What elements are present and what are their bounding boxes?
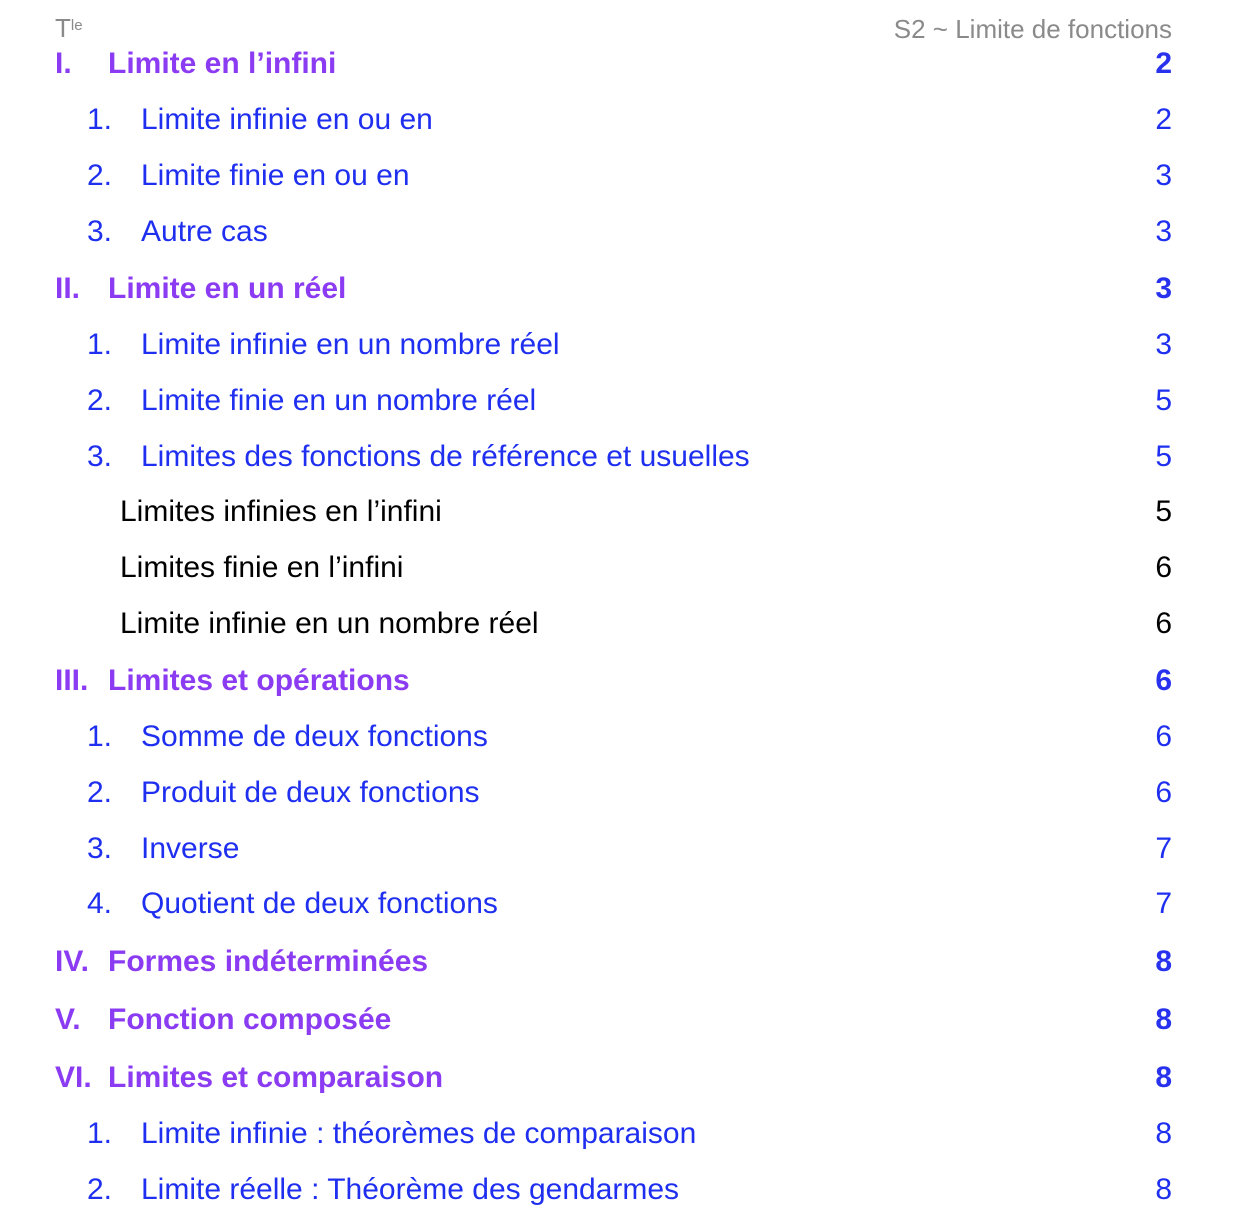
toc-page-number: 7 [1155, 832, 1172, 865]
toc-page-number: 3 [1155, 328, 1172, 361]
toc-row[interactable] [0, 269, 1248, 309]
toc-number: 3. [87, 832, 113, 865]
toc-page-number: 6 [1155, 776, 1172, 809]
toc-label: Limites et comparaison [108, 1061, 444, 1094]
toc-page-number: 3 [1155, 215, 1172, 248]
toc-page-number: 5 [1155, 384, 1172, 417]
toc-row[interactable] [0, 212, 1248, 252]
toc-number: 3. [87, 215, 113, 248]
header-class-level [55, 14, 83, 42]
toc-label: Limite finie en un nombre réel [141, 384, 537, 417]
toc-page-number: 8 [1155, 1061, 1172, 1094]
toc-number: 3. [87, 440, 113, 473]
toc-label: Limite infinie : théorèmes de comparaison [141, 1117, 697, 1150]
toc-page-number: 3 [1155, 272, 1172, 305]
toc-label: Produit de deux fonctions [141, 776, 480, 809]
header-class-superscript: le [70, 17, 83, 34]
toc-row[interactable] [0, 942, 1248, 982]
toc-number: 2. [87, 1173, 113, 1206]
toc-page-number: 7 [1155, 887, 1172, 920]
toc-page-number: 6 [1155, 607, 1172, 640]
toc-row[interactable] [0, 492, 1248, 532]
toc-page-number: 2 [1155, 47, 1172, 80]
toc-row[interactable] [0, 325, 1248, 365]
toc-number: 2. [87, 159, 113, 192]
toc-page-number: 8 [1155, 1003, 1172, 1036]
toc-number: I. [55, 47, 72, 80]
toc-label: Formes indéterminées [108, 945, 429, 978]
toc-label: Inverse [141, 832, 240, 865]
toc-page-number: 3 [1155, 159, 1172, 192]
toc-row[interactable] [0, 437, 1248, 477]
toc-label: Limites finie en l’infini [120, 551, 404, 584]
toc-number: 1. [87, 103, 113, 136]
toc-number: II. [55, 272, 81, 305]
toc-row[interactable] [0, 604, 1248, 644]
toc-page-number: 5 [1155, 495, 1172, 528]
toc-number: III. [55, 664, 89, 697]
toc-number: 1. [87, 1117, 113, 1150]
toc-row[interactable] [0, 548, 1248, 588]
header-class-letter: T [55, 13, 71, 43]
toc-page-number: 8 [1155, 1173, 1172, 1206]
toc-row[interactable] [0, 44, 1248, 84]
toc-number: 2. [87, 776, 113, 809]
toc-label: Limite en l’infini [108, 47, 337, 80]
toc-number: 1. [87, 328, 113, 361]
toc-page-number: 8 [1155, 945, 1172, 978]
toc-page-number: 6 [1155, 720, 1172, 753]
toc-label: Limite infinie en un nombre réel [141, 328, 560, 361]
toc-row[interactable] [0, 1058, 1248, 1098]
toc-row[interactable] [0, 829, 1248, 869]
toc-row[interactable] [0, 773, 1248, 813]
toc-label: Limite infinie en ou en [141, 103, 433, 136]
toc-row[interactable] [0, 100, 1248, 140]
toc-row[interactable] [0, 884, 1248, 924]
toc-page-number: 6 [1155, 551, 1172, 584]
toc-number: VI. [55, 1061, 92, 1094]
toc-label: Limites des fonctions de référence et usuelles [141, 440, 750, 473]
toc-row[interactable] [0, 156, 1248, 196]
toc-label: Limite en un réel [108, 272, 347, 305]
toc-page-number: 2 [1155, 103, 1172, 136]
toc-row[interactable] [0, 1114, 1248, 1154]
toc-label: Somme de deux fonctions [141, 720, 488, 753]
toc-label: Fonction composée [108, 1003, 392, 1036]
toc-page-number: 5 [1155, 440, 1172, 473]
toc-row[interactable] [0, 661, 1248, 701]
toc-row[interactable] [0, 1170, 1248, 1210]
toc-page-number: 8 [1155, 1117, 1172, 1150]
toc-label: Limites infinies en l’infini [120, 495, 442, 528]
toc-number: IV. [55, 945, 89, 978]
toc-page-number: 6 [1155, 664, 1172, 697]
toc-number: V. [55, 1003, 81, 1036]
toc-row[interactable] [0, 381, 1248, 421]
toc-row[interactable] [0, 1000, 1248, 1040]
toc-number: 1. [87, 720, 113, 753]
toc-number: 2. [87, 384, 113, 417]
toc-row[interactable] [0, 717, 1248, 757]
toc-label: Limites et opérations [108, 664, 410, 697]
toc-label: Limite infinie en un nombre réel [120, 607, 539, 640]
toc-number: 4. [87, 887, 113, 920]
toc-label: Limite réelle : Théorème des gendarmes [141, 1173, 680, 1206]
toc-label: Quotient de deux fonctions [141, 887, 498, 920]
toc-label: Limite finie en ou en [141, 159, 410, 192]
toc-label: Autre cas [141, 215, 268, 248]
header-chapter-title: S2 ~ Limite de fonctions [893, 14, 1172, 44]
